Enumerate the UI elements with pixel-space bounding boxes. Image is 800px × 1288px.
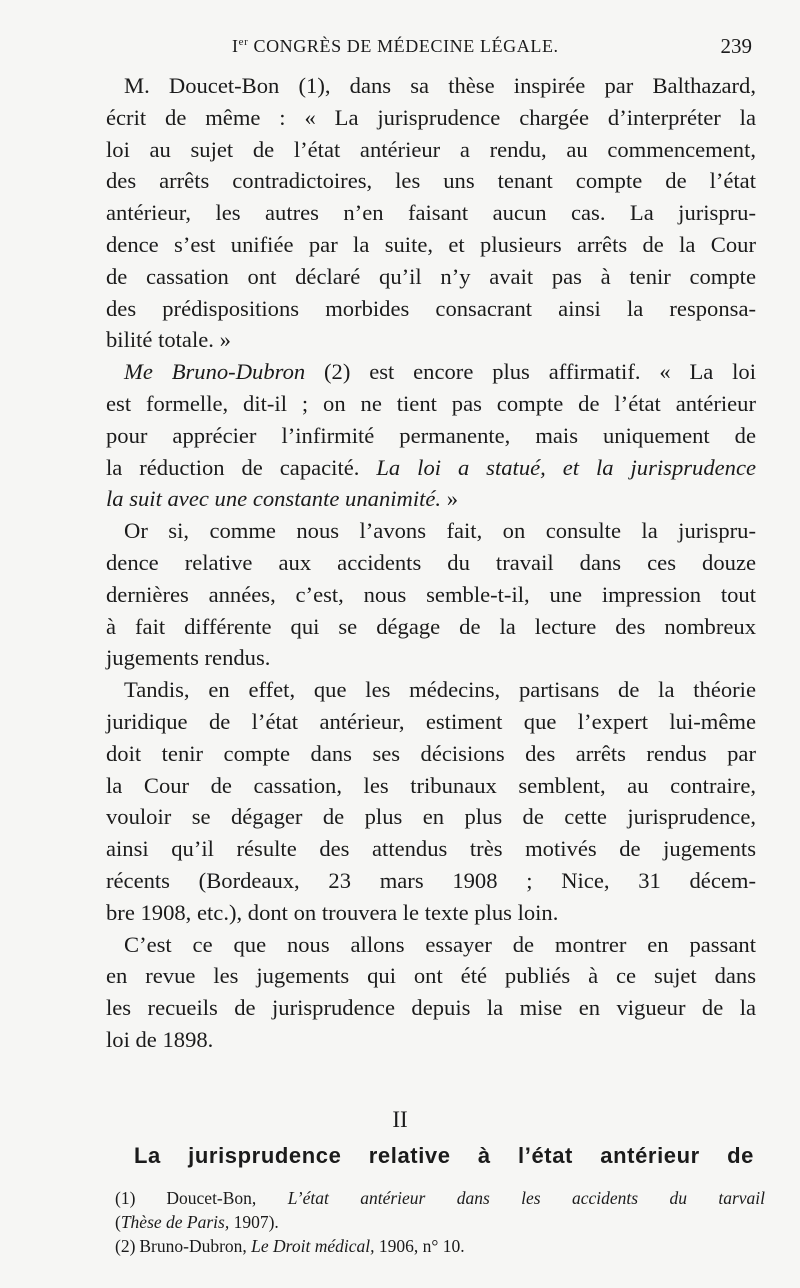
running-head bbox=[232, 36, 752, 60]
footnote-number: (1) bbox=[115, 1188, 136, 1208]
paragraph-3-line: à fait différente qui se dégage de la lecture des nombreux bbox=[106, 613, 756, 639]
footnote-title: L’état antérieur dans les accidents du tarvail bbox=[287, 1188, 765, 1208]
paragraph-4-line: ainsi qu’il résulte des attendus très motivés de jugements bbox=[106, 836, 756, 862]
paragraph-1-line: loi au sujet de l’état antérieur a rendu, au commencement, bbox=[106, 136, 756, 162]
paragraph-4-line: vouloir se dégager de plus en plus de cette jurisprudence, bbox=[106, 804, 756, 830]
paragraph-4-line: récents (Bordeaux, 23 mars 1908 ; Nice, 31 décem- bbox=[106, 867, 756, 893]
paragraph-4-line: bre 1908, etc.), dont on trouvera le texte plus loin. bbox=[106, 899, 559, 925]
author-name: Me Bruno-Dubron bbox=[124, 359, 306, 385]
paragraph-1-line: des prédispositions morbides consacrant ainsi la responsa- bbox=[106, 295, 756, 321]
page-number: 239 bbox=[720, 34, 752, 58]
paragraph-2-text: la réduction de capacité. bbox=[106, 454, 377, 480]
paragraph-2-text: » bbox=[441, 486, 459, 512]
footnote-1 bbox=[115, 1186, 765, 1210]
footnote-year: 1906, n° 10. bbox=[374, 1236, 465, 1256]
paragraph-1-line: écrit de même : « La jurisprudence chargée d’interpréter la bbox=[106, 104, 756, 130]
paragraph-1-line: de cassation ont déclaré qu’il n’y avait pas à tenir compte bbox=[106, 263, 756, 289]
paragraph-1-line: des arrêts contradictoires, les uns tenant compte de l’état bbox=[106, 168, 756, 194]
quoted-italic: la suit avec une constante unanimité. bbox=[106, 486, 442, 512]
paragraph-2-line: est formelle, dit-il ; on ne tient pas compte de l’état antérieur bbox=[106, 390, 756, 416]
paragraph-1-line: bilité totale. » bbox=[106, 327, 231, 353]
running-head-title bbox=[232, 36, 559, 57]
footnote-paren: ( bbox=[115, 1212, 121, 1232]
paragraph-5-line: loi de 1898. bbox=[106, 1026, 214, 1052]
section-title: La jurisprudence relative à l’état antérieur de bbox=[134, 1143, 754, 1168]
section-number: II bbox=[392, 1107, 408, 1132]
footnote-source: Thèse de Paris, bbox=[120, 1212, 230, 1232]
footnote-title: Le Droit médical, bbox=[251, 1236, 375, 1256]
footnote-year: 1907). bbox=[229, 1212, 279, 1232]
paragraph-5-line: en revue les jugements qui ont été publiés à ce sujet dans bbox=[106, 963, 756, 989]
paragraph-1-line: M. Doucet-Bon (1), dans sa thèse inspirée par Balthazard, bbox=[124, 73, 756, 98]
title-superscript: er bbox=[238, 36, 249, 48]
footnotes bbox=[115, 1186, 765, 1258]
paragraph-2-line bbox=[106, 356, 756, 388]
paragraph-2-line: pour apprécier l’infirmité permanente, mais uniquement de bbox=[106, 422, 756, 448]
body-text bbox=[106, 70, 756, 1056]
paragraph-5-line: C’est ce que nous allons essayer de montrer en passant bbox=[124, 931, 756, 957]
footnote-author: Bruno-Dubron, bbox=[139, 1236, 252, 1256]
paragraph-4-line: Tandis, en effet, que les médecins, partisans de la théorie bbox=[124, 677, 756, 703]
paragraph-2-line bbox=[106, 483, 756, 515]
footnote-number: (2) bbox=[115, 1236, 136, 1256]
paragraph-2-text: (2) est encore plus affirmatif. « La loi bbox=[305, 359, 756, 385]
footnote-1-continued bbox=[115, 1210, 765, 1234]
paragraph-3-line: Or si, comme nous l’avons fait, on consulte la jurispru- bbox=[124, 518, 756, 544]
title-text: CONGRÈS DE MÉDECINE LÉGALE. bbox=[248, 36, 559, 56]
footnote-2 bbox=[115, 1234, 765, 1258]
paragraph-4-line: doit tenir compte dans ses décisions des arrêts rendus par bbox=[106, 740, 756, 766]
paragraph-3-line: dence relative aux accidents du travail dans ces douze bbox=[106, 549, 756, 575]
paragraph-1-line: antérieur, les autres n’en faisant aucun cas. La jurispru- bbox=[106, 200, 756, 226]
paragraph-2-line bbox=[106, 452, 756, 484]
paragraph-1-line: dence s’est unifiée par la suite, et plusieurs arrêts de la Cour bbox=[106, 231, 756, 257]
paragraph-4-line: la Cour de cassation, les tribunaux semblent, au contraire, bbox=[106, 772, 756, 798]
paragraph-5-line: les recueils de jurisprudence depuis la mise en vigueur de la bbox=[106, 995, 756, 1021]
paragraph-3-line: dernières années, c’est, nous semble-t-il, une impression tout bbox=[106, 581, 756, 607]
paragraph-4-line: juridique de l’état antérieur, estiment que l’expert lui-même bbox=[106, 708, 756, 734]
title-prefix: I bbox=[232, 36, 239, 56]
footnote-author: Doucet-Bon, bbox=[166, 1188, 288, 1208]
paragraph-3-line: jugements rendus. bbox=[106, 645, 271, 671]
quoted-italic: La loi a statué, et la jurisprudence bbox=[376, 454, 757, 480]
